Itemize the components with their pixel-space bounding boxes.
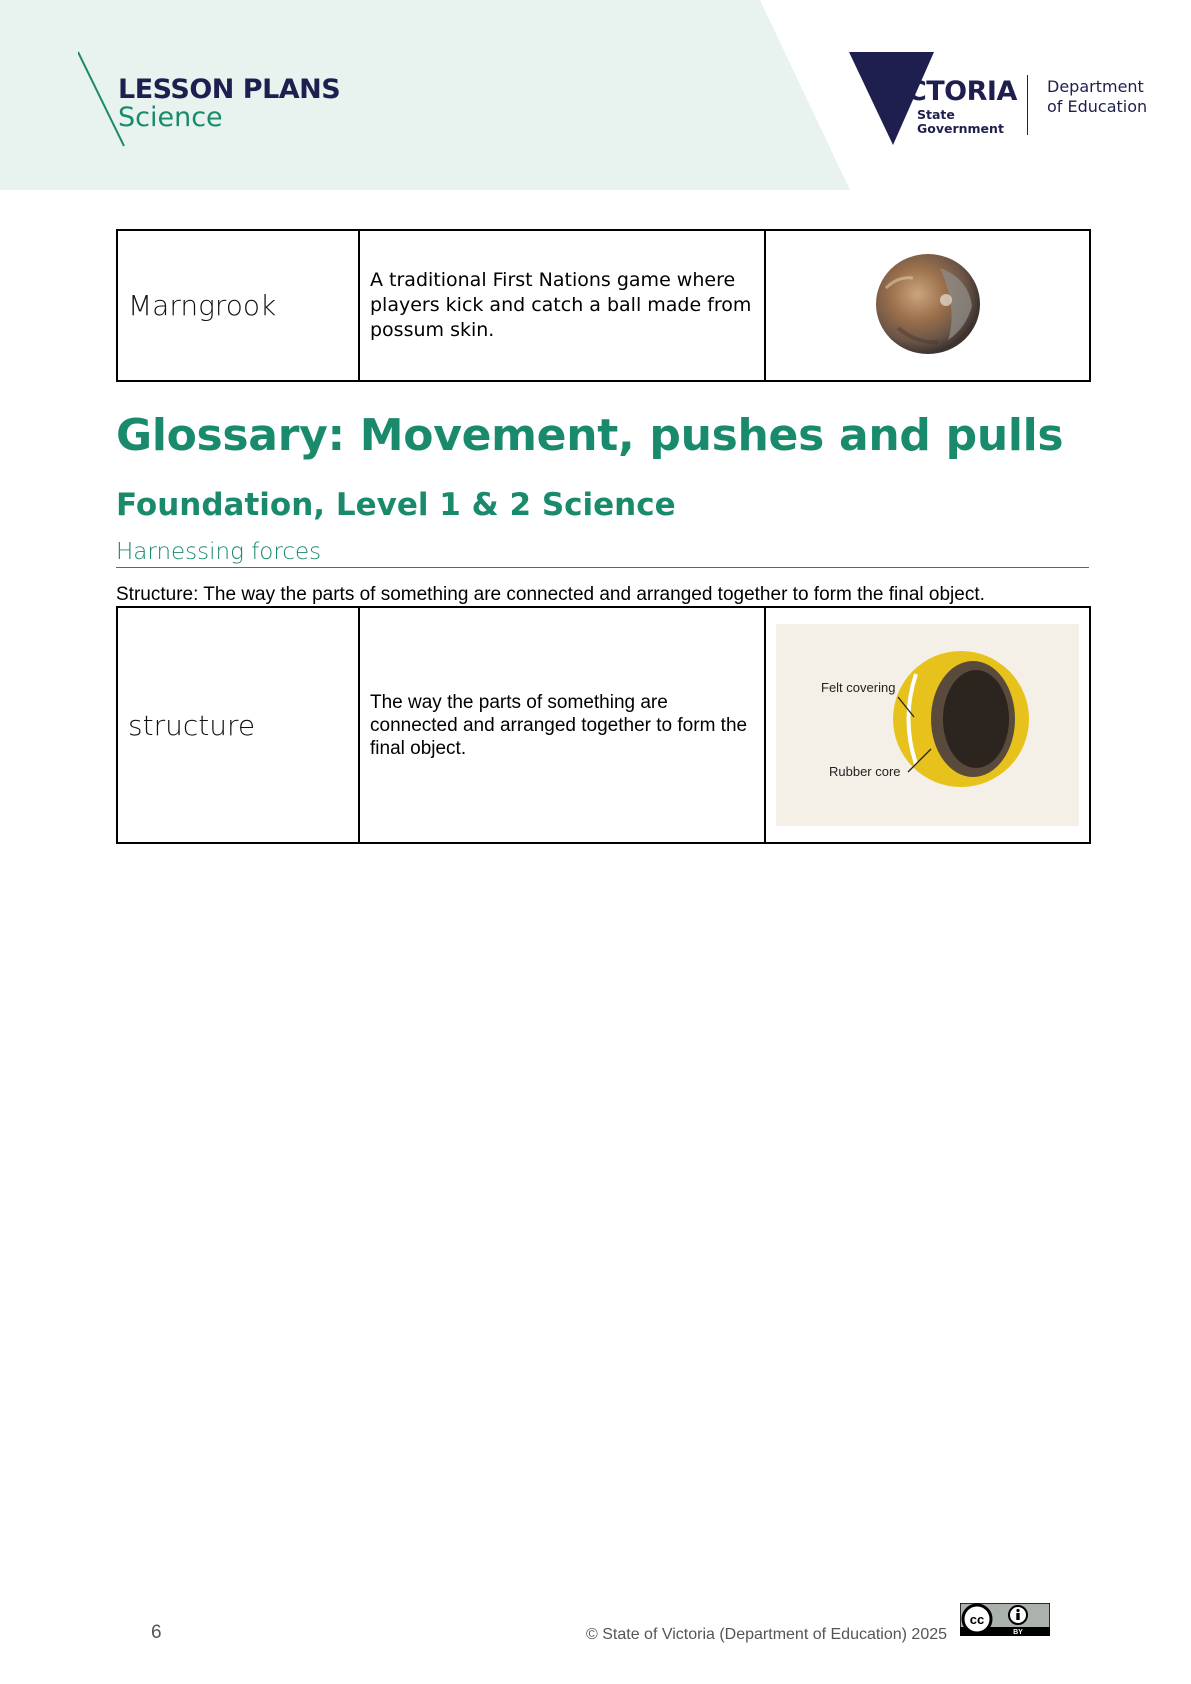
logo-divider — [1027, 75, 1028, 135]
svg-text:cc: cc — [969, 1612, 985, 1627]
victoria-government-logo — [845, 50, 1175, 150]
cc-by-icon — [960, 1603, 1050, 1636]
tennis-ball-cross-section-image — [776, 624, 1079, 826]
page-subtitle: Foundation, Level 1 & 2 Science — [116, 487, 676, 523]
brand-subtitle: Science — [118, 102, 223, 133]
glossary-table-marngrook — [116, 229, 1091, 382]
table-row — [117, 607, 1090, 843]
intro-text: Structure: The way the parts of something are connected and arranged together to form the final object. — [116, 584, 985, 605]
victoria-wordmark — [877, 76, 1017, 107]
rubber-core-label: Rubber core — [829, 764, 901, 779]
glossary-image-cell — [765, 230, 1090, 381]
copyright-text: © State of Victoria (Department of Education) 2025 — [586, 1626, 948, 1643]
page-title: Glossary: Movement, pushes and pulls — [116, 410, 1064, 461]
glossary-definition: The way the parts of something are connected and arranged together to form the final object. — [359, 607, 765, 843]
felt-covering-label: Felt covering — [821, 680, 896, 695]
glossary-image-cell — [765, 607, 1090, 843]
page-number: 6 — [151, 1622, 162, 1643]
state-line: State — [917, 107, 955, 122]
header-band — [0, 0, 1191, 190]
lesson-plans-logo — [78, 50, 378, 150]
state-government-text — [917, 108, 1004, 136]
dept-line-1: Department — [1047, 77, 1144, 96]
possum-skin-ball-image — [868, 248, 988, 358]
department-name — [1047, 77, 1147, 117]
section-heading: Harnessing forces — [116, 539, 1089, 568]
brand-title: LESSON PLANS — [118, 74, 341, 105]
table-row — [117, 230, 1090, 381]
victoria-word: VICTORIA — [877, 76, 1017, 107]
glossary-term: Marngrook — [117, 230, 359, 381]
glossary-table-structure — [116, 606, 1091, 844]
glossary-definition: A traditional First Nations game where players kick and catch a ball made from possum skin. — [359, 230, 765, 381]
government-line: Government — [917, 121, 1004, 136]
glossary-term: structure — [117, 607, 359, 843]
dept-line-2: of Education — [1047, 97, 1148, 116]
svg-text:BY: BY — [1013, 1629, 1023, 1636]
